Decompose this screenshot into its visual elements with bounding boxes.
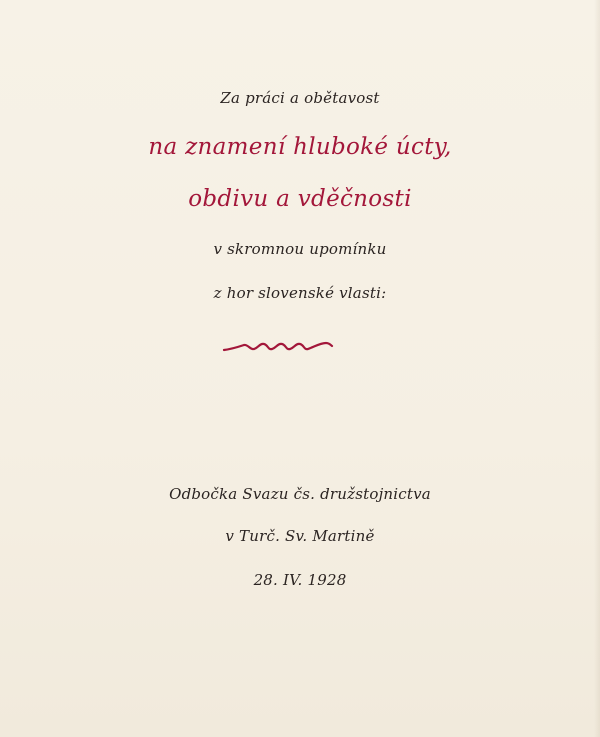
dedication-line-5: z hor slovenské vlasti: (213, 284, 387, 302)
organization-name: Odbočka Svazu čs. družstojnictva (169, 485, 431, 503)
dedication-line-4: v skromnou upomínku (213, 240, 387, 258)
dedication-line-1: Za práci a obětavost (220, 89, 380, 107)
document-date: 28. IV. 1928 (253, 571, 347, 589)
dedication-line-3: obdivu a vděčnosti (188, 186, 412, 212)
dedication-line-2: na znamení hluboké úcty, (148, 134, 452, 160)
organization-place: v Turč. Sv. Martině (225, 527, 375, 545)
page-edge-shadow (594, 0, 600, 737)
wave-ornament-icon (222, 335, 334, 357)
